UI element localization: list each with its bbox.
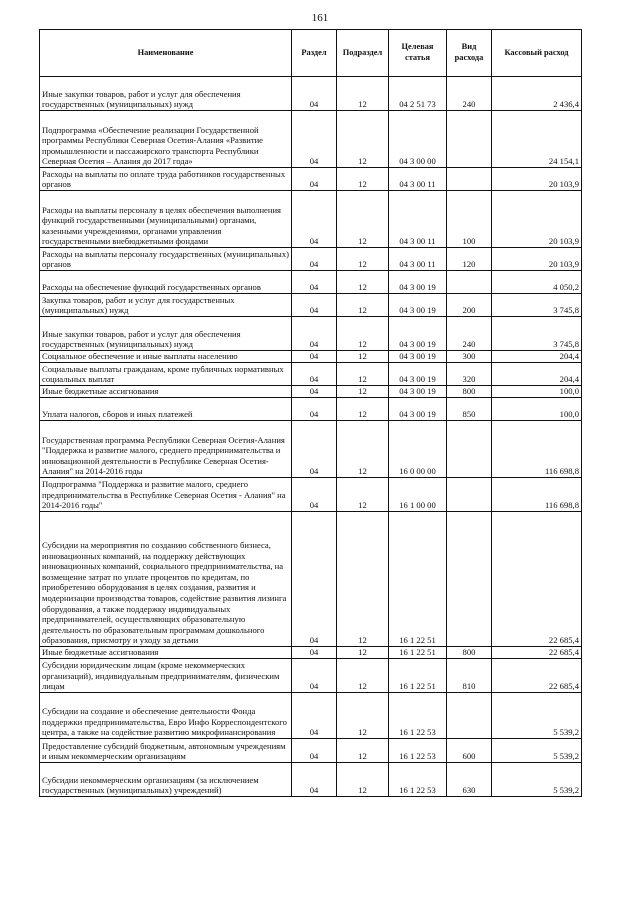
table-row — [40, 512, 582, 647]
row-cash: 22 685,4 — [492, 512, 582, 647]
table-row — [40, 421, 582, 478]
row-target: 16 1 22 53 — [389, 763, 447, 797]
row-name: Субсидии некоммерческим организациям (за исключением государственных (муниципальных) учреждений) — [40, 763, 292, 797]
table-row — [40, 659, 582, 693]
row-cash: 24 154,1 — [492, 111, 582, 168]
row-kind: 630 — [447, 763, 492, 797]
row-cash: 20 103,9 — [492, 191, 582, 248]
header-target: Целевая статья — [389, 30, 447, 77]
row-cash: 204,4 — [492, 363, 582, 386]
row-subsection: 12 — [337, 659, 389, 693]
row-section: 04 — [292, 763, 337, 797]
table-row — [40, 168, 582, 191]
row-section: 04 — [292, 271, 337, 294]
row-cash: 20 103,9 — [492, 248, 582, 271]
table-row — [40, 693, 582, 739]
row-cash: 22 685,4 — [492, 647, 582, 659]
row-kind — [447, 421, 492, 478]
table-row — [40, 317, 582, 351]
row-section: 04 — [292, 739, 337, 763]
row-kind: 200 — [447, 294, 492, 317]
row-name: Социальное обеспечение и иные выплаты населению — [40, 351, 292, 363]
row-subsection: 12 — [337, 191, 389, 248]
row-section: 04 — [292, 478, 337, 512]
row-cash: 5 539,2 — [492, 693, 582, 739]
row-section: 04 — [292, 248, 337, 271]
header-subsection: Подраздел — [337, 30, 389, 77]
row-kind: 600 — [447, 739, 492, 763]
row-name: Подпрограмма "Поддержка и развитие малого, среднего предпринимательства в Республике Северная Осетия - Алания" на 2014-2016 годы" — [40, 478, 292, 512]
row-target: 16 0 00 00 — [389, 421, 447, 478]
row-section: 04 — [292, 512, 337, 647]
row-target: 04 3 00 00 — [389, 111, 447, 168]
row-cash: 2 436,4 — [492, 77, 582, 111]
row-section: 04 — [292, 317, 337, 351]
row-section: 04 — [292, 386, 337, 398]
row-target: 04 3 00 19 — [389, 271, 447, 294]
row-subsection: 12 — [337, 111, 389, 168]
row-target: 16 1 22 53 — [389, 693, 447, 739]
table-row — [40, 271, 582, 294]
row-kind: 810 — [447, 659, 492, 693]
table-row — [40, 386, 582, 398]
table-row — [40, 294, 582, 317]
table-row — [40, 763, 582, 797]
row-cash: 5 539,2 — [492, 763, 582, 797]
row-target: 16 1 22 51 — [389, 647, 447, 659]
row-kind — [447, 271, 492, 294]
row-subsection: 12 — [337, 763, 389, 797]
row-section: 04 — [292, 351, 337, 363]
row-kind: 320 — [447, 363, 492, 386]
row-name: Предоставление субсидий бюджетным, автономным учреждениям и иным некоммерческим организациям — [40, 739, 292, 763]
table-row — [40, 647, 582, 659]
table-row — [40, 191, 582, 248]
row-target: 04 3 00 19 — [389, 317, 447, 351]
row-section: 04 — [292, 111, 337, 168]
row-target: 04 2 51 73 — [389, 77, 447, 111]
table-row — [40, 363, 582, 386]
row-section: 04 — [292, 363, 337, 386]
row-kind: 300 — [447, 351, 492, 363]
row-target: 04 3 00 11 — [389, 248, 447, 271]
row-cash: 5 539,2 — [492, 739, 582, 763]
row-kind: 240 — [447, 317, 492, 351]
row-subsection: 12 — [337, 478, 389, 512]
row-target: 04 3 00 19 — [389, 351, 447, 363]
row-name: Расходы на обеспечение функций государственных органов — [40, 271, 292, 294]
row-target: 04 3 00 19 — [389, 398, 447, 421]
row-subsection: 12 — [337, 317, 389, 351]
row-target: 16 1 00 00 — [389, 478, 447, 512]
table-row — [40, 478, 582, 512]
row-cash: 204,4 — [492, 351, 582, 363]
row-name: Иные бюджетные ассигнования — [40, 647, 292, 659]
row-section: 04 — [292, 168, 337, 191]
header-cash: Кассовый расход — [492, 30, 582, 77]
row-cash: 20 103,9 — [492, 168, 582, 191]
row-section: 04 — [292, 294, 337, 317]
row-target: 04 3 00 11 — [389, 191, 447, 248]
row-name: Субсидии юридическим лицам (кроме некоммерческих организаций), индивидуальным предпринимателям, физическим лицам — [40, 659, 292, 693]
budget-table — [39, 29, 582, 797]
row-target: 16 1 22 51 — [389, 659, 447, 693]
table-row — [40, 248, 582, 271]
row-subsection: 12 — [337, 512, 389, 647]
table-row — [40, 111, 582, 168]
row-subsection: 12 — [337, 386, 389, 398]
page-number: 161 — [311, 12, 329, 24]
row-subsection: 12 — [337, 77, 389, 111]
row-kind: 240 — [447, 77, 492, 111]
row-name: Государственная программа Республики Северная Осетия-Алания "Поддержка и развитие малого, среднего предпринимательства и инновационной деятельности в Республике Северная Осетия-Алания" на 2014-2016 годы — [40, 421, 292, 478]
row-target: 04 3 00 19 — [389, 294, 447, 317]
row-subsection: 12 — [337, 693, 389, 739]
row-cash: 4 050,2 — [492, 271, 582, 294]
row-name: Уплата налогов, сборов и иных платежей — [40, 398, 292, 421]
row-cash: 3 745,8 — [492, 317, 582, 351]
row-name: Закупка товаров, работ и услуг для государственных (муниципальных) нужд — [40, 294, 292, 317]
row-section: 04 — [292, 421, 337, 478]
row-kind: 120 — [447, 248, 492, 271]
table-row — [40, 398, 582, 421]
row-kind: 800 — [447, 647, 492, 659]
row-kind — [447, 693, 492, 739]
row-subsection: 12 — [337, 739, 389, 763]
row-section: 04 — [292, 77, 337, 111]
row-cash: 100,0 — [492, 398, 582, 421]
row-subsection: 12 — [337, 647, 389, 659]
header-section: Раздел — [292, 30, 337, 77]
row-target: 16 1 22 53 — [389, 739, 447, 763]
table-row — [40, 77, 582, 111]
row-name: Субсидии на создание и обеспечение деятельности Фонда поддержки предпринимательства, Евро Инфо Корреспондентского центра, а также на содействие развитию микрофинансирования — [40, 693, 292, 739]
row-cash: 100,0 — [492, 386, 582, 398]
row-subsection: 12 — [337, 351, 389, 363]
row-section: 04 — [292, 191, 337, 248]
row-name: Субсидии на мероприятия по созданию собственного бизнеса, инновационных компаний, на поддержку действующих инновационных компаний, социального предпринимательства, на возмещение затрат по уплате процентов по кредитам, по приобретению оборудования в целях создания, развития и модернизации производства товаров, содействие развития лизинга оборудования, а также поддержку индивидуальных предпринимателей, осуществляющих образовательную деятельность по образовательным программам дошкольного образования, присмотру и уходу за детьми — [40, 512, 292, 647]
row-cash: 22 685,4 — [492, 659, 582, 693]
row-target: 04 3 00 11 — [389, 168, 447, 191]
row-subsection: 12 — [337, 248, 389, 271]
table-row — [40, 739, 582, 763]
header-kind: Вид расхода — [447, 30, 492, 77]
row-name: Социальные выплаты гражданам, кроме публичных нормативных социальных выплат — [40, 363, 292, 386]
row-name: Расходы на выплаты по оплате труда работников государственных органов — [40, 168, 292, 191]
row-section: 04 — [292, 659, 337, 693]
row-subsection: 12 — [337, 271, 389, 294]
row-name: Иные закупки товаров, работ и услуг для обеспечения государственных (муниципальных) нужд — [40, 77, 292, 111]
table-row — [40, 351, 582, 363]
row-subsection: 12 — [337, 294, 389, 317]
row-subsection: 12 — [337, 421, 389, 478]
row-kind: 850 — [447, 398, 492, 421]
row-name: Расходы на выплаты персоналу в целях обеспечения выполнения функций государственными (муниципальными) органами, казенными учреждениями, органами управления государственными внебюджетными фондами — [40, 191, 292, 248]
row-name: Расходы на выплаты персоналу государственных (муниципальных) органов — [40, 248, 292, 271]
row-subsection: 12 — [337, 168, 389, 191]
row-name: Иные бюджетные ассигнования — [40, 386, 292, 398]
row-section: 04 — [292, 398, 337, 421]
row-kind: 800 — [447, 386, 492, 398]
row-target: 16 1 22 51 — [389, 512, 447, 647]
row-kind — [447, 478, 492, 512]
table-header-row — [40, 30, 582, 77]
header-name: Наименование — [40, 30, 292, 77]
row-kind — [447, 512, 492, 647]
row-cash: 116 698,8 — [492, 478, 582, 512]
row-target: 04 3 00 19 — [389, 386, 447, 398]
row-name: Подпрограмма «Обеспечение реализации Государственной программы Республики Северная Осетия-Алания «Развитие промышленности и пассажирского транспорта Республики Северная Осетия – Алания до 2017 года» — [40, 111, 292, 168]
row-cash: 116 698,8 — [492, 421, 582, 478]
row-name: Иные закупки товаров, работ и услуг для обеспечения государственных (муниципальных) нужд — [40, 317, 292, 351]
row-kind — [447, 111, 492, 168]
row-target: 04 3 00 19 — [389, 363, 447, 386]
row-section: 04 — [292, 693, 337, 739]
row-subsection: 12 — [337, 398, 389, 421]
row-cash: 3 745,8 — [492, 294, 582, 317]
row-section: 04 — [292, 647, 337, 659]
row-kind — [447, 168, 492, 191]
row-kind: 100 — [447, 191, 492, 248]
row-subsection: 12 — [337, 363, 389, 386]
